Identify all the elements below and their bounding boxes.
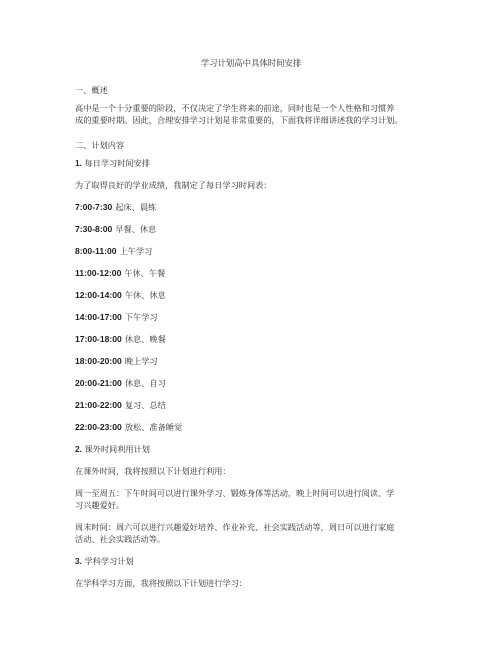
- subheading-subject-study: [75, 556, 134, 567]
- schedule-time: 7:30-8:00: [75, 224, 113, 234]
- document-title: 学习计划高中具体时间安排: [200, 58, 302, 68]
- schedule-activity: 休息、晚餐: [124, 334, 166, 344]
- extracurricular-intro: 在课外时间，我将按照以下计划进行利用：: [75, 466, 231, 476]
- schedule-activity: 上午学习: [119, 246, 153, 256]
- schedule-time: 14:00-17:00: [75, 312, 122, 322]
- schedule-activity: 早餐、休息: [115, 224, 157, 234]
- weekend-plan-line-2: 活动、社会实践活动等。: [75, 534, 166, 544]
- weekday-plan-line-1: 周一至周五：下午时间可以进行课外学习、锻炼身体等活动，晚上时间可以进行阅读、学: [75, 488, 395, 498]
- subheading-number: 3.: [75, 557, 82, 566]
- schedule-time: 8:00-11:00: [75, 246, 117, 256]
- schedule-row: [75, 356, 158, 367]
- subheading-text: 课外时间利用计划: [84, 444, 150, 454]
- overview-paragraph-line-1: 高中是一个十分重要的阶段，不仅决定了学生将来的前途，同时也是一个人性格和习惯养: [75, 103, 395, 113]
- schedule-activity: 下午学习: [124, 312, 158, 322]
- overview-paragraph-line-2: 成的重要时期。因此，合理安排学习计划是非常重要的，下面我将详细讲述我的学习计划。: [75, 115, 403, 125]
- section-heading-plan: 二、计划内容: [75, 140, 125, 150]
- schedule-row: [75, 422, 182, 433]
- subheading-number: 1.: [75, 159, 82, 168]
- weekend-plan-line-1: 周末时间：周六可以进行兴趣爱好培养、作业补充、社会实践活动等，周日可以进行家庭: [75, 522, 395, 532]
- schedule-time: 21:00-22:00: [75, 400, 122, 410]
- section-heading-overview: 一、概述: [75, 85, 108, 95]
- schedule-row: [75, 202, 156, 213]
- schedule-row: [75, 224, 156, 235]
- schedule-activity: 午休、午餐: [124, 268, 166, 278]
- daily-schedule-intro: 为了取得良好的学业成绩，我制定了每日学习时间表：: [75, 180, 272, 190]
- schedule-time: 17:00-18:00: [75, 334, 122, 344]
- subheading-extracurricular: [75, 444, 150, 455]
- schedule-activity: 晚上学习: [124, 356, 158, 366]
- schedule-row: [75, 268, 165, 279]
- schedule-time: 7:00-7:30: [75, 202, 113, 212]
- schedule-row: [75, 246, 152, 257]
- schedule-time: 20:00-21:00: [75, 378, 122, 388]
- schedule-time: 22:00-23:00: [75, 422, 122, 432]
- subject-study-intro: 在学科学习方面，我将按照以下计划进行学习：: [75, 578, 247, 588]
- subheading-daily-schedule: [75, 158, 150, 169]
- schedule-activity: 起床、晨练: [115, 202, 157, 212]
- schedule-activity: 放松、准备睡觉: [124, 422, 183, 432]
- schedule-row: [75, 378, 166, 389]
- schedule-row: [75, 334, 166, 345]
- schedule-row: [75, 290, 166, 301]
- schedule-row: [75, 312, 158, 323]
- schedule-activity: 休息、自习: [124, 378, 166, 388]
- subheading-text: 每日学习时间安排: [84, 158, 150, 168]
- subheading-text: 学科学习计划: [84, 556, 134, 566]
- schedule-time: 11:00-12:00: [75, 268, 122, 278]
- subheading-number: 2.: [75, 445, 82, 454]
- schedule-time: 18:00-20:00: [75, 356, 122, 366]
- schedule-activity: 复习、总结: [124, 400, 166, 410]
- schedule-time: 12:00-14:00: [75, 290, 122, 300]
- schedule-row: [75, 400, 166, 411]
- weekday-plan-line-2: 习兴趣爱好。: [75, 500, 125, 510]
- schedule-activity: 午休、休息: [124, 290, 166, 300]
